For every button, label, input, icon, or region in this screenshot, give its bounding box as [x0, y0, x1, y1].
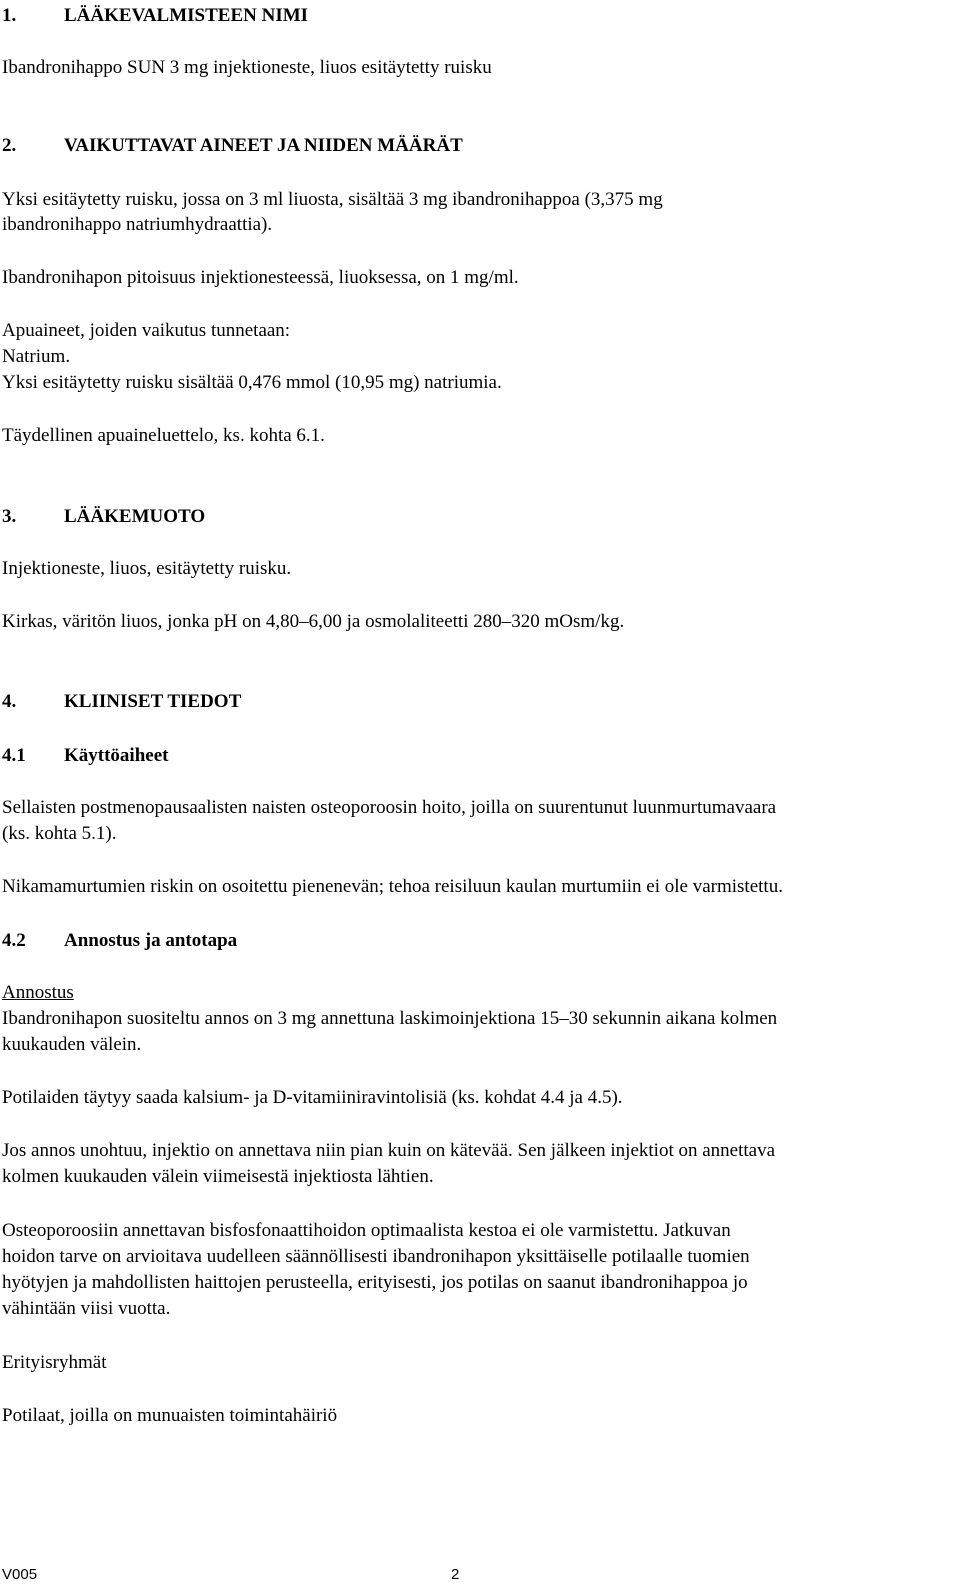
- treatment-duration-line: Osteoporoosiin annettavan bisfosfonaattihoidon optimaalista kestoa ei ole varmistettu. Jatkuvan: [2, 1220, 731, 1241]
- section-title: KLIINISET TIEDOT: [64, 691, 242, 712]
- excipients-reference: Täydellinen apuaineluettelo, ks. kohta 6.1.: [2, 425, 325, 446]
- section-title: Käyttöaiheet: [64, 745, 169, 766]
- missed-dose-line: Jos annos unohtuu, injektio on annettava niin pian kuin on kätevää. Sen jälkeen injektiot on annettava: [2, 1140, 776, 1161]
- section-number: 3.: [2, 506, 17, 527]
- indication-note: Nikamamurtumien riskin on osoitettu pienenevän; tehoa reisiluun kaulan murtumiin ei ole varmistettu.: [2, 876, 783, 897]
- excipients-line: Natrium.: [2, 346, 71, 367]
- treatment-duration-line: hoidon tarve on arvioitava uudelleen säännöllisesti ibandronihapon yksittäiselle potilaalle tuomien: [2, 1246, 750, 1267]
- dosage-line: Ibandronihapon suositeltu annos on 3 mg annettuna laskimoinjektiona 15–30 sekunnin aikana kolmen: [2, 1008, 778, 1029]
- dosage-line: kuukauden välein.: [2, 1034, 142, 1055]
- section-number: 1.: [2, 5, 17, 26]
- section-heading-2: [2, 133, 463, 159]
- section-title: Annostus ja antotapa: [64, 930, 238, 951]
- indication-line: Sellaisten postmenopausaalisten naisten osteoporoosin hoito, joilla on suurentunut luunmurtumavaara: [2, 797, 777, 818]
- treatment-duration-line: vähintään viisi vuotta.: [2, 1298, 171, 1319]
- section-title: LÄÄKEMUOTO: [64, 506, 206, 527]
- section-heading-1: [2, 3, 308, 29]
- indication-line: (ks. kohta 5.1).: [2, 823, 117, 844]
- footer-page-number: 2: [451, 1566, 460, 1583]
- section-heading-4: [2, 689, 241, 715]
- section-number: 4.: [2, 691, 17, 712]
- subheading-renal-impairment: Potilaat, joilla on munuaisten toimintahäiriö: [2, 1405, 338, 1426]
- supplement-text: Potilaiden täytyy saada kalsium- ja D-vitamiiniravintolisiä (ks. kohdat 4.4 ja 4.5).: [2, 1087, 623, 1108]
- subsection-heading-4-2: [2, 928, 237, 954]
- concentration-text: Ibandronihapon pitoisuus injektionesteessä, liuoksessa, on 1 mg/ml.: [2, 267, 519, 288]
- solution-description: Kirkas, väritön liuos, jonka pH on 4,80–6,00 ja osmolaliteetti 280–320 mOsm/kg.: [2, 611, 625, 632]
- composition-line: ibandronihappo natriumhydraattia).: [2, 214, 273, 235]
- missed-dose-line: kolmen kuukauden välein viimeisestä injektiosta lähtien.: [2, 1166, 434, 1187]
- treatment-duration-line: hyötyjen ja mahdollisten haittojen perusteella, erityisesti, jos potilas on saanut ibandronihappoa jo: [2, 1272, 748, 1293]
- section-heading-3: [2, 504, 205, 530]
- footer-version: V005: [2, 1566, 38, 1583]
- dosage-form-text: Injektioneste, liuos, esitäytetty ruisku.: [2, 558, 292, 579]
- composition-line: Yksi esitäytetty ruisku, jossa on 3 ml liuosta, sisältää 3 mg ibandronihappoa (3,375 mg: [2, 189, 663, 210]
- product-name-text: Ibandronihappo SUN 3 mg injektioneste, liuos esitäytetty ruisku: [2, 57, 492, 78]
- section-number: 4.2: [2, 930, 26, 951]
- subheading-dosage: Annostus: [2, 982, 74, 1003]
- section-title: LÄÄKEVALMISTEEN NIMI: [64, 5, 309, 26]
- section-number: 2.: [2, 135, 17, 156]
- section-number: 4.1: [2, 745, 26, 766]
- section-title: VAIKUTTAVAT AINEET JA NIIDEN MÄÄRÄT: [64, 135, 463, 156]
- subheading-special-populations: Erityisryhmät: [2, 1352, 107, 1373]
- subsection-heading-4-1: [2, 743, 168, 769]
- excipients-line: Apuaineet, joiden vaikutus tunnetaan:: [2, 320, 291, 341]
- excipients-line: Yksi esitäytetty ruisku sisältää 0,476 mmol (10,95 mg) natriumia.: [2, 372, 502, 393]
